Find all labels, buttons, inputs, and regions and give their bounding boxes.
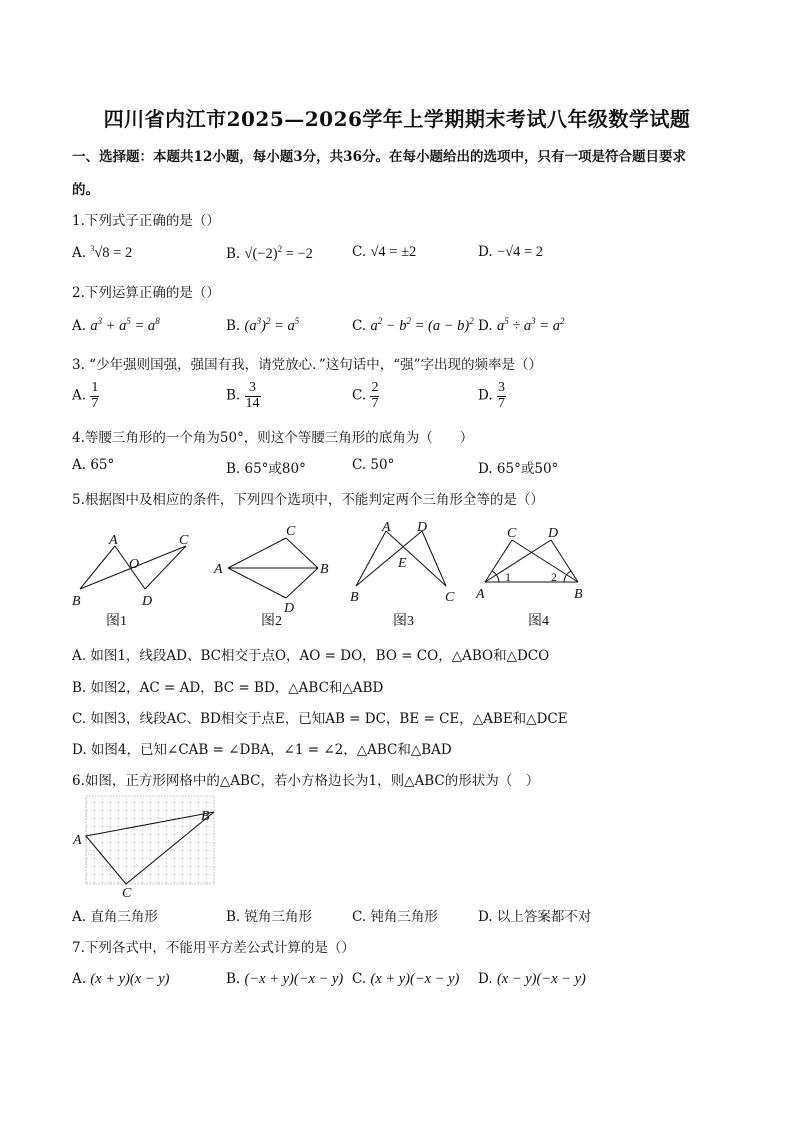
q4-option-c: C. 50° <box>352 457 395 473</box>
q6-label-b: B <box>201 809 210 824</box>
q4-option-d: D. 65°或50° <box>478 461 559 477</box>
section-instruction-line1: 一、选择题：本题共12小题，每小题3分，共36分。在每小题给出的选项中，只有一项是符合题目要求 <box>72 149 686 165</box>
square-grid <box>86 796 214 884</box>
fig3-caption: 图3 <box>393 614 414 629</box>
fig2-label-a: A <box>214 562 223 577</box>
fig1-label-d: D <box>142 594 153 609</box>
q1-option-a: A. $^3$√8 = 2 <box>72 244 133 261</box>
q2-option-b: B. $(a^3)^2 = a^5$ <box>226 316 300 334</box>
fig3-label-c: C <box>445 590 455 605</box>
q7-option-d: D. (x − y)(−x − y) <box>478 971 586 987</box>
q1-option-d: D. −√4 = 2 <box>478 244 544 260</box>
fig1-label-c: C <box>179 533 189 548</box>
q2-option-a: A. $a^3 + a^5 = a^8$ <box>72 316 160 334</box>
section-instruction-line2: 的。 <box>72 182 99 198</box>
fig4-label-b: B <box>574 587 583 602</box>
fig2-label-d: D <box>284 601 295 616</box>
question-4-stem: 4.等腰三角形的一个角为50°，则这个等腰三角形的底角为（ ） <box>72 430 474 446</box>
q6-grid-figure <box>70 794 220 900</box>
fig1-label-b: B <box>72 594 81 609</box>
question-3-stem: 3. “少年强则国强，强国有我，请党放心．”这句话中，“强”字出现的频率是（） <box>72 357 543 373</box>
q3-option-a: A. $\frac{1}{7}$ <box>72 380 99 411</box>
figure-2 <box>228 538 318 598</box>
q3-option-c: C. $\frac{2}{7}$ <box>352 380 379 411</box>
fig3-label-b: B <box>350 590 359 605</box>
fig2-label-c: C <box>286 524 296 539</box>
fig1-caption: 图1 <box>106 614 127 629</box>
fig4-label-d: D <box>548 526 559 541</box>
q6-label-a: A <box>73 833 82 848</box>
fig3-label-a: A <box>382 520 391 535</box>
q4-option-b: B. 65°或80° <box>226 461 306 477</box>
question-2-stem: 2.下列运算正确的是（） <box>72 285 220 301</box>
question-5-stem: 5.根据图中及相应的条件，下列四个选项中，不能判定两个三角形全等的是（） <box>72 492 544 508</box>
q5-option-c: C. 如图3，线段AC、BD相交于点E，已知AB = DC，BE = CE，△ABE和△DCE <box>72 711 568 727</box>
question-1-stem: 1.下列式子正确的是（） <box>72 213 220 229</box>
page-title: 四川省内江市2025—2026学年上学期期末考试八年级数学试题 <box>103 107 691 131</box>
q3-option-d: D. $\frac{3}{7}$ <box>478 380 505 411</box>
q6-option-b: B. 锐角三角形 <box>226 909 313 925</box>
fig4-caption: 图4 <box>528 614 549 629</box>
q5-option-d: D. 如图4，已知∠CAB = ∠DBA，∠1 = ∠2，△ABC和△BAD <box>72 742 452 758</box>
q6-option-d: D. 以上答案都不对 <box>478 909 592 925</box>
q3-option-b: B. $\frac{3}{14}$ <box>226 380 260 411</box>
q6-option-c: C. 钝角三角形 <box>352 909 438 925</box>
q1-option-c: C. √4 = ±2 <box>352 244 417 260</box>
q7-option-a: A. (x + y)(x − y) <box>72 971 170 987</box>
fig1-label-a: A <box>109 533 118 548</box>
fig1-label-o: O <box>129 557 140 572</box>
fig4-label-a: A <box>476 587 485 602</box>
fig2-label-b: B <box>320 562 329 577</box>
q7-option-b: B. (−x + y)(−x − y) <box>226 971 344 987</box>
q5-option-a: A. 如图1，线段AD、BC相交于点O，AO = DO，BO = CO，△ABO和△DCO <box>72 648 550 664</box>
q2-option-c: C. $a^2 - b^2 = (a - b)^2$ <box>352 316 474 334</box>
fig4-angle-2: 2 <box>551 570 557 584</box>
q5-option-b: B. 如图2，AC = AD，BC = BD，△ABC和△ABD <box>72 680 384 696</box>
fig2-caption: 图2 <box>261 614 282 629</box>
fig3-label-e: E <box>398 556 407 571</box>
q4-option-a: A. 65° <box>72 457 115 473</box>
q6-option-a: A. 直角三角形 <box>72 909 158 925</box>
fig4-label-c: C <box>507 526 517 541</box>
question-7-stem: 7.下列各式中，不能用平方差公式计算的是（） <box>72 940 355 956</box>
q2-option-d: D. $a^5 \div a^3 = a^2$ <box>478 316 565 334</box>
q1-option-b: B. $√(-2)^2 = -2$ <box>226 244 313 262</box>
q6-label-c: C <box>122 886 132 900</box>
q7-option-c: C. (x + y)(−x − y) <box>352 971 460 987</box>
fig3-label-d: D <box>417 520 428 535</box>
figure-4 <box>485 540 578 582</box>
fig4-angle-1: 1 <box>505 570 511 584</box>
q5-figures <box>62 516 602 632</box>
question-6-stem: 6.如图，正方形网格中的△ABC，若小方格边长为1，则△ABC的形状为（ ） <box>72 773 540 789</box>
